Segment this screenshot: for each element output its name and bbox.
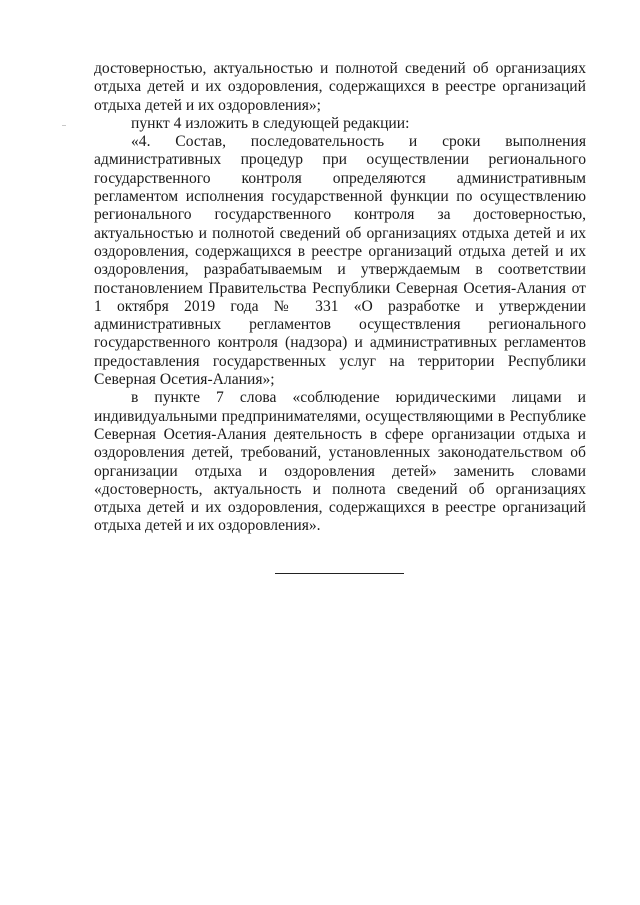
paragraph-point-4-text: «4. Состав, последовательность и сроки выполнения административных процедур при осуществлении регионального государственного контроля определяются административным регламентом исполнения государственной функции по осуществлению регионального государственного контроля за достоверностью, актуальностью и полнотой сведений об организациях отдыха детей и их оздоровления, содержащихся в реестре организаций отдыха детей и их оздоровления, разрабатываемым и утверждаемым в соответствии постановлением Правительства Республики Северная Осетия-Алания от 1 октября 2019 года № 331 «О разработке и утверждении административных регламентов осуществления регионального государственного контроля (надзора) и административных регламентов предоставления государственных услуг на территории Республики Северная Осетия-Алания»;: [94, 133, 586, 389]
scan-mark: [62, 125, 66, 126]
document-body: [94, 60, 586, 536]
paragraph-continuation: достоверностью, актуальностью и полнотой сведений об организациях отдыха детей и их оздоровления, содержащихся в реестре организаций отдыха детей и их оздоровления»;: [94, 60, 586, 114]
end-separator-line: [275, 573, 404, 574]
paragraph-point-7: в пункте 7 слова «соблюдение юридическими лицами и индивидуальными предпринимателями, осуществляющими в Республике Северная Осетия-Алания деятельность в сфере организации отдыха и оздоровления детей, требований, установленных законодательством об организации отдыха и оздоровления детей» заменить словами «достоверность, актуальность и полнота сведений об организациях отдыха детей и их оздоровления, содержащихся в реестре организаций отдыха детей и их оздоровления».: [94, 389, 586, 535]
paragraph-point-4-intro: пункт 4 изложить в следующей редакции:: [131, 114, 410, 132]
